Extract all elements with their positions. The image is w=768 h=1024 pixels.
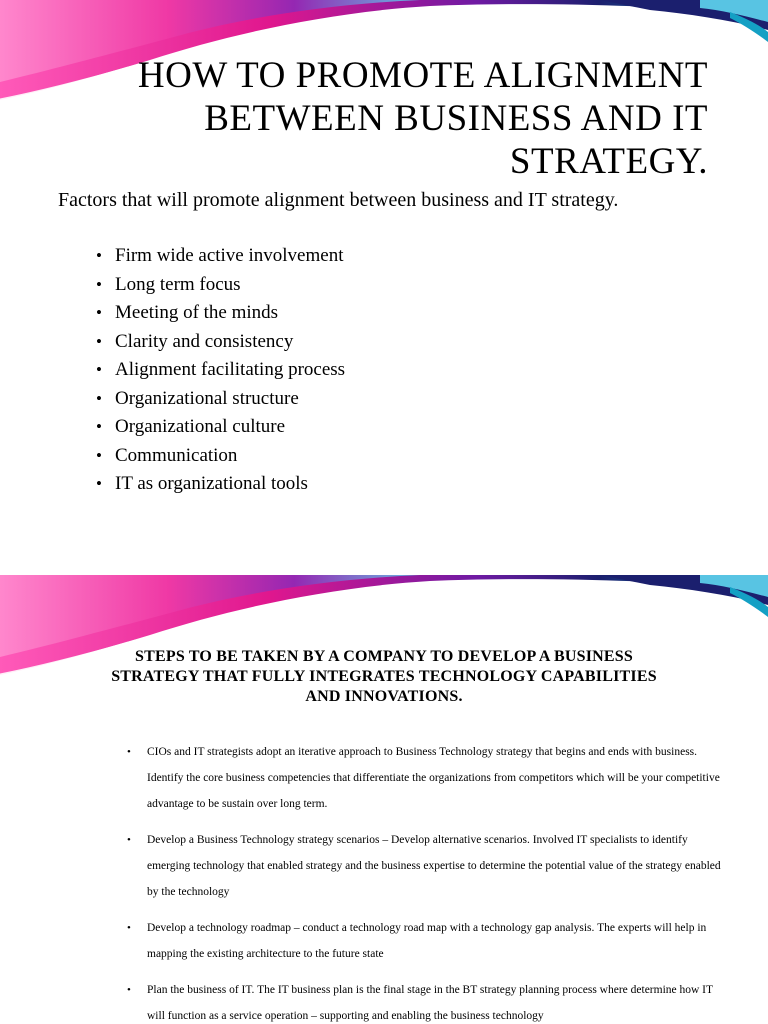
bullet-icon: •	[96, 388, 102, 408]
list-item-text: Alignment facilitating process	[115, 359, 346, 380]
list-item	[125, 977, 725, 1024]
list-item-text: Develop a technology roadmap – conduct a technology road map with a technology gap analysis. The experts will help in mapping the existing architecture to the future state	[147, 922, 707, 960]
list-item-text: CIOs and IT strategists adopt an iterative approach to Business Technology strategy that begins and ends with business. Identify the core business competencies that differentiate the organizations from competitors which will be your competitive advantage to be sustain over long term.	[147, 746, 720, 810]
bullet-icon: •	[96, 445, 102, 465]
bullet-icon: •	[96, 417, 102, 436]
list-item	[96, 413, 345, 442]
list-item	[125, 915, 725, 967]
list-item	[125, 827, 725, 905]
bullet-icon: •	[127, 746, 131, 758]
list-item-text: Communication	[115, 444, 238, 466]
list-item-text: Develop a Business Technology strategy scenarios – Develop alternative scenarios. Involved IT specialists to identify emerging technology that enabled strategy and the business expertise to determine the potential value of the strategy enabled by the technology	[147, 834, 721, 898]
list-item-text: Clarity and consistency	[115, 330, 294, 352]
factor-list	[96, 242, 345, 499]
list-item	[96, 356, 345, 385]
list-item	[96, 271, 345, 300]
steps-list	[125, 739, 725, 1024]
list-item-text: Firm wide active involvement	[115, 245, 344, 266]
list-item-text: Long term focus	[115, 273, 241, 295]
list-item	[96, 442, 345, 471]
list-item-text: Organizational structure	[115, 387, 299, 409]
bullet-icon: •	[96, 360, 102, 379]
list-item-text: IT as organizational tools	[115, 473, 308, 494]
bullet-icon: •	[96, 274, 102, 294]
slide-title: STEPS TO BE TAKEN BY A COMPANY TO DEVELOP A BUSINESS STRATEGY THAT FULLY INTEGRATES TECHNOLOGY CAPABILITIES AND INNOVATIONS.	[111, 648, 657, 705]
list-item	[96, 299, 345, 328]
slide-2	[0, 575, 768, 1024]
slide-separator	[0, 560, 768, 575]
list-item	[96, 328, 345, 357]
list-item	[96, 470, 345, 499]
bullet-icon: •	[127, 834, 131, 846]
slide-intro: Factors that will promote alignment between business and IT strategy.	[58, 189, 619, 211]
bullet-icon: •	[127, 984, 131, 996]
bullet-icon: •	[96, 474, 102, 493]
bullet-icon: •	[96, 303, 102, 322]
bullet-icon: •	[127, 922, 131, 934]
bullet-icon: •	[96, 331, 102, 351]
list-item-text: Meeting of the minds	[115, 302, 279, 323]
list-item	[125, 739, 725, 817]
list-item	[96, 385, 345, 414]
list-item-text: Plan the business of IT. The IT business plan is the final stage in the BT strategy planning process where determine how IT will function as a service operation – supporting and enabling the business technology	[147, 984, 713, 1022]
bullet-icon: •	[96, 246, 102, 265]
list-item	[96, 242, 345, 271]
list-item-text: Organizational culture	[115, 416, 286, 437]
slide-title: HOW TO PROMOTE ALIGNMENT BETWEEN BUSINESS AND IT STRATEGY.	[137, 55, 708, 182]
